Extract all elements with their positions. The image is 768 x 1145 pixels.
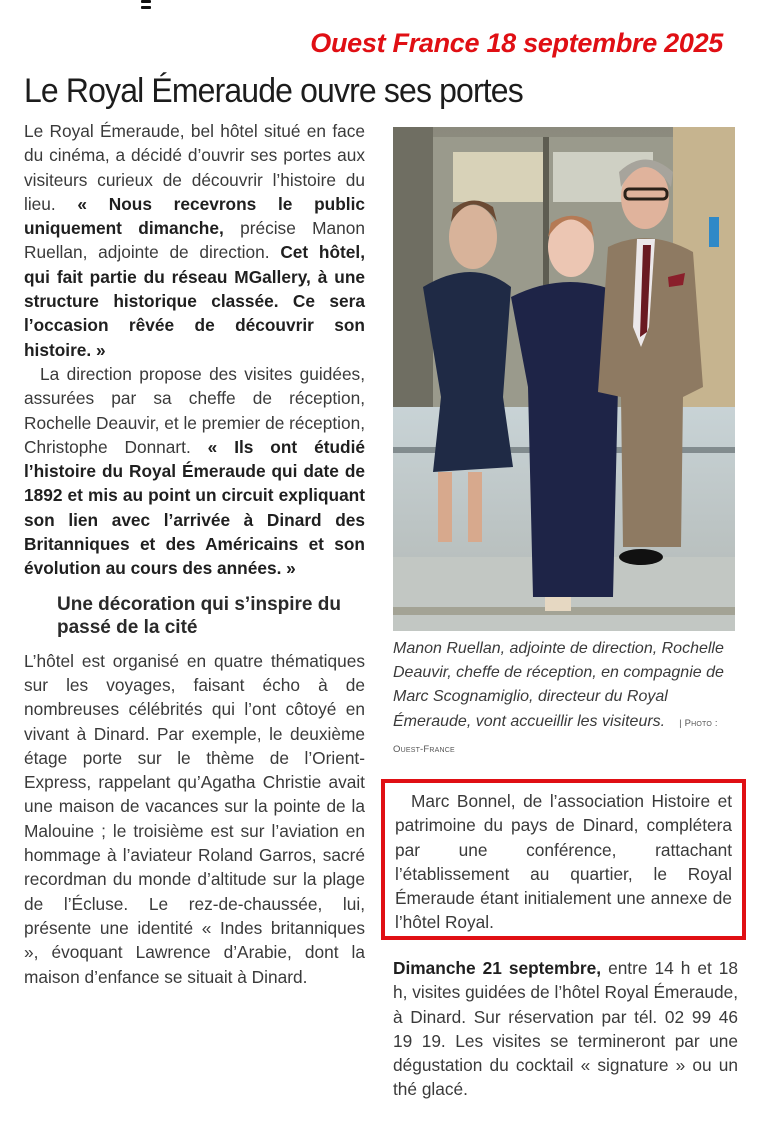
text-run: La direction propose des visites guidées, assurées par sa cheffe de réception, Rochelle Deauvir, et le premier de réception, Christophe Donnart.: [24, 363, 366, 457]
window-pane: [453, 152, 543, 202]
quote-run: « Nous recevrons le public uniquement dimanche,: [24, 193, 365, 239]
caption-text: Manon Ruellan, adjointe de direction, Rochelle Deauvir, cheffe de réception, en compagnie de Marc Scognamiglio, directeur du Royal Émeraude, vont accueillir les visiteurs.: [393, 640, 724, 730]
paragraph-themes: L’hôtel est organisé en quatre thématiques sur les voyages, faisant écho à de nombreuses célébrités qui l’ont côtoyé en vivant à Dinard. Par exemple, le deuxième étage porte sur le thème de l’Orient-Express, rappelant qu’Agatha Christie avait une maison de vacances sur la pointe de la Malouine ; le troisième est sur l’aviation en hommage à l’aviateur Roland Garros, sacré recordman du monde d’altitude sur la plage de l’Écluse. Le rez-de-chaussée, lui, présente une identité « Indes britanniques », évoquant Lawrence d’Arabie, dont la maison d’enfance se situait à Dinard.: [24, 650, 365, 987]
person-center-shoes: [545, 597, 571, 611]
person-left-leg: [438, 472, 452, 542]
photo-credit: | Photo : Ouest-France: [393, 717, 718, 755]
left-column: [24, 119, 365, 989]
source-date-label: Ouest France 18 septembre 2025: [310, 28, 723, 58]
quote-run: Cet hôtel, qui fait partie du réseau MGallery, à une structure historique classée. Ce sera l’occasion rêvée de découvrir son histoire. »: [24, 242, 365, 360]
photo-caption: [393, 637, 743, 762]
highlight-box: [381, 779, 746, 940]
practical-info-paragraph: [393, 956, 738, 1102]
text-run: Le Royal Émeraude, bel hôtel situé en face du cinéma, a décidé d’ouvrir ses portes aux visiteurs curieux de découvrir l’histoire du lieu.: [24, 121, 365, 214]
blue-sign: [709, 217, 719, 247]
event-date: Dimanche 21 septembre,: [393, 958, 602, 978]
quote-run: « Ils ont étudié l’histoire du Royal Émeraude qui date de 1892 et mis au point un circuit expliquant son lien avec l’arrivée à Dinard des Britanniques et des Américains et son évolution au cours des années. »: [24, 436, 365, 579]
text-run: précise Manon Ruellan, adjointe de direction.: [24, 218, 365, 263]
highlight-box-text: Marc Bonnel, de l’association Histoire et patrimoine du pays de Dinard, complétera par une conférence, rattachant l’établissement au quartier, le Royal Émeraude étant initialement une annexe de l’hôtel Royal.: [395, 791, 732, 933]
person-left-leg: [468, 472, 482, 542]
article-headline: Le Royal Émeraude ouvre ses portes: [24, 72, 523, 110]
photo-illustration: [393, 127, 735, 631]
door-frame-left: [393, 127, 433, 407]
cut-off-mark: [141, 0, 151, 12]
practical-info: [393, 956, 738, 1102]
paragraph-intro: [24, 119, 365, 362]
person-right-shoe: [619, 549, 663, 565]
article-photo: [393, 127, 735, 631]
event-details: entre 14 h et 18 h, visites guidées de l’hôtel Royal Émeraude, à Dinard. Sur réservation par tél. 02 99 46 19 19. Les visites se termineront par une dégustation du cocktail « signature » ou un thé glacé.: [393, 958, 738, 1100]
subheading: Une décoration qui s’inspire du passé de la cité: [57, 593, 341, 638]
paragraph-visits: [24, 362, 365, 581]
